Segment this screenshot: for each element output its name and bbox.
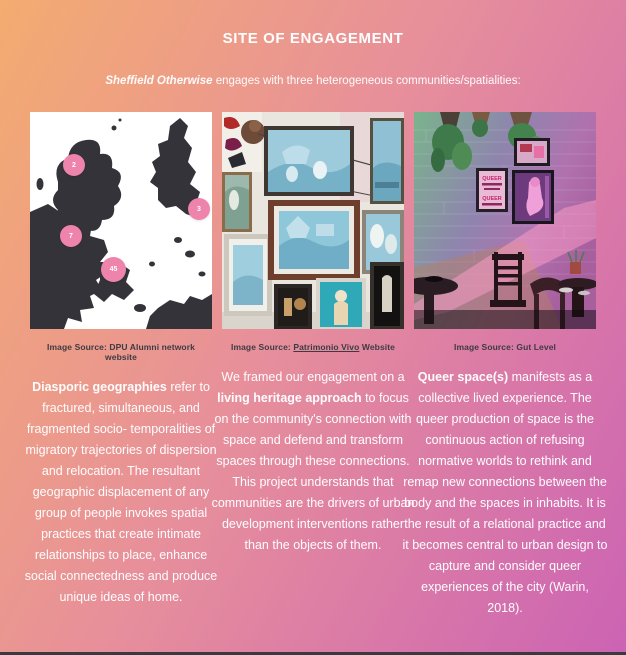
subtitle-text: engages with three heterogeneous communities/spatialities: bbox=[212, 75, 521, 87]
left-lower-frame bbox=[224, 234, 272, 316]
caption-text: Image Source: Gut Level bbox=[454, 342, 556, 352]
map-marker-7[interactable]: 7 bbox=[60, 225, 82, 247]
pink-figure-poster bbox=[512, 170, 554, 224]
floor-shadow bbox=[414, 310, 596, 329]
paragraph-body: We framed our engagement on a bbox=[221, 370, 405, 384]
left-middle-frame bbox=[222, 172, 252, 232]
image-caption-3 bbox=[414, 342, 596, 352]
column-queer-spaces bbox=[402, 112, 608, 619]
small-top-poster bbox=[514, 138, 550, 166]
column-living-heritage bbox=[211, 112, 415, 619]
map-marker-2[interactable]: 2 bbox=[63, 154, 85, 176]
image-caption-2 bbox=[222, 342, 404, 352]
caption-text: Image Source: DPU Alumni network website bbox=[47, 342, 195, 362]
paragraph-living-heritage bbox=[210, 367, 416, 556]
paragraph-queer-spaces bbox=[402, 367, 608, 619]
queer-poster-text-1: QUEER bbox=[482, 176, 502, 182]
section-subtitle bbox=[0, 75, 626, 87]
large-top-frame bbox=[264, 126, 354, 196]
paragraph-body: to focus on the community's connection with space and defend and transform spaces through these connections. This project understands that communities are the drivers of urban development interventions rather than the objects of them. bbox=[211, 391, 415, 552]
queer-space-illustration bbox=[414, 112, 596, 329]
paragraph-body: manifests as a collective lived experience. The queer production of space is the continuous action of refusing normative worlds to rethink and remap new connections between the body and the spaces in inhabits. It is the result of a relational practice and it becomes central to urban design to capture and consider queer experiences of the city (Warin, 2018). bbox=[402, 370, 608, 615]
top-left-poster bbox=[222, 112, 265, 172]
paragraph-body: refer to fractured, simultaneous, and fragmented socio- temporalities of migratory trajectories of dispersion and relocation. The resultant geographic displacement of any group of people invokes spatial practices that create intimate relationships to place, enhance social connectedness and produce unique ideas of home. bbox=[24, 380, 218, 604]
image-caption-1 bbox=[30, 342, 212, 362]
map-marker-45[interactable]: 45 bbox=[101, 257, 126, 282]
page-title: SITE OF ENGAGEMENT bbox=[222, 30, 404, 47]
heritage-frames-image bbox=[222, 112, 404, 329]
map-illustration bbox=[30, 112, 212, 329]
paragraph-lead: Queer space(s) bbox=[417, 370, 509, 384]
bottom-teal-frame bbox=[316, 278, 366, 329]
map-marker-3[interactable]: 3 bbox=[188, 198, 210, 220]
queer-space-image bbox=[414, 112, 596, 329]
queer-poster-text-2: QUEER bbox=[482, 196, 502, 202]
paragraph-lead: living heritage approach bbox=[217, 391, 362, 405]
paragraph-diasporic-geographies bbox=[18, 377, 224, 608]
bottom-dark-frame bbox=[274, 284, 312, 329]
caption-text: Website bbox=[359, 342, 395, 352]
center-wood-frame bbox=[268, 200, 360, 280]
three-column-grid bbox=[0, 87, 626, 619]
top-right-frame bbox=[370, 118, 404, 204]
diaspora-map-image bbox=[30, 112, 212, 329]
frames-wall-illustration bbox=[222, 112, 404, 329]
caption-text: Image Source: bbox=[230, 342, 294, 352]
bottom-right-frame bbox=[370, 262, 404, 329]
queer-poster bbox=[476, 168, 508, 212]
subtitle-project-name: Sheffield Otherwise bbox=[105, 75, 213, 87]
patrimonio-vivo-link[interactable]: Patrimonio Vivo bbox=[293, 342, 360, 352]
column-diasporic-geographies bbox=[24, 112, 218, 619]
paragraph-lead: Diasporic geographies bbox=[32, 380, 167, 394]
